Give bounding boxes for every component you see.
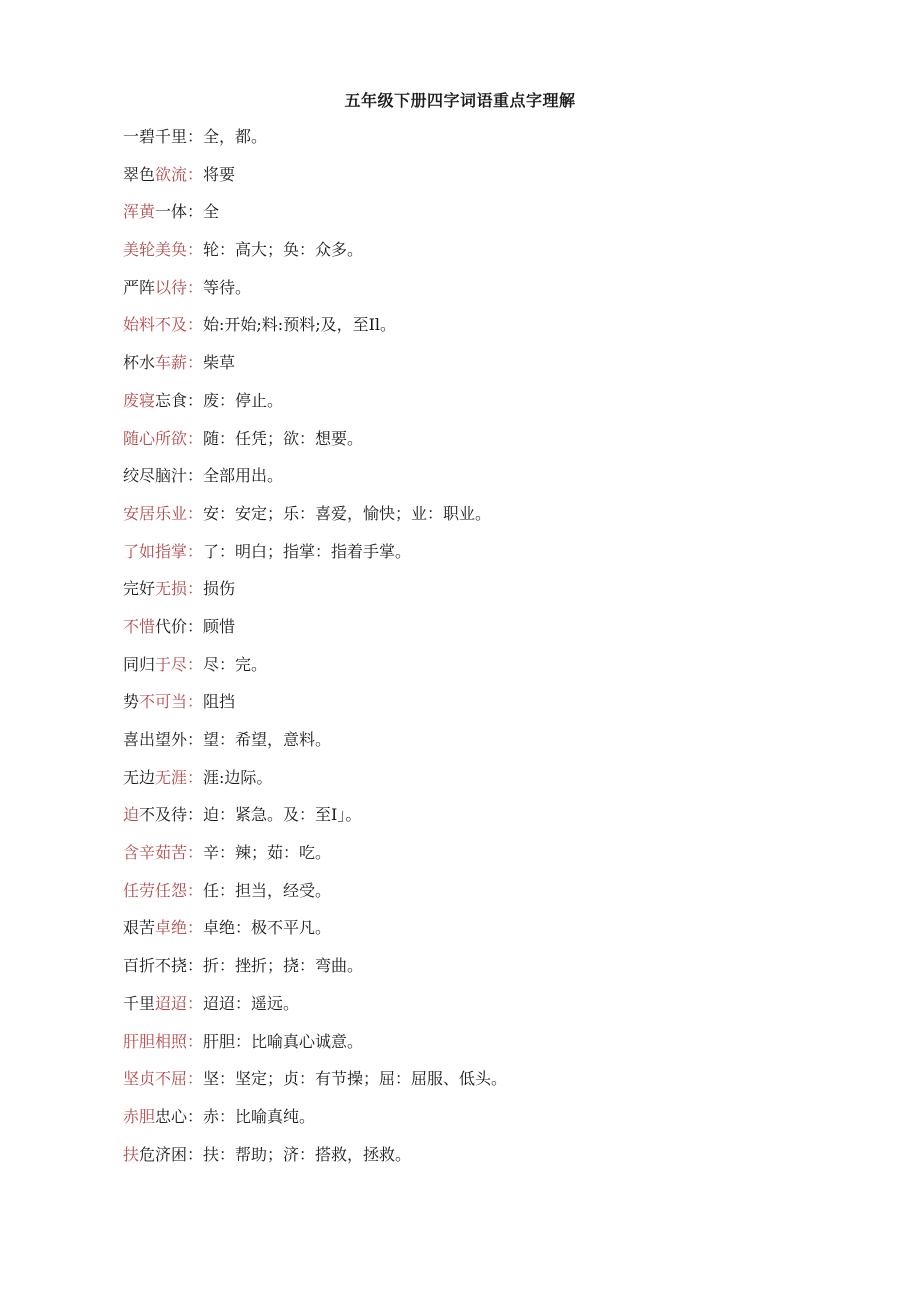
highlighted-text: 坚贞不屈：: [123, 1069, 204, 1089]
highlighted-text: 了如指掌：: [123, 541, 204, 561]
idiom-entry: [123, 1104, 507, 1142]
idiom-entry: [123, 991, 507, 1029]
entry-text: 势: [123, 692, 140, 712]
idiom-entry: [123, 463, 507, 501]
entry-text: 同归: [123, 654, 156, 674]
entry-text: 等待。: [203, 277, 252, 297]
idiom-entry: [123, 237, 507, 275]
entry-text: 将要: [203, 164, 236, 184]
highlighted-text: 美轮美奂：: [123, 240, 204, 260]
entry-text: 柴草: [203, 353, 236, 373]
entry-text: 了：明白；指掌：指着手掌。: [203, 541, 412, 561]
highlighted-text: 欲流：: [155, 164, 204, 184]
idiom-entry: [123, 350, 507, 388]
highlighted-text: 迫: [123, 805, 140, 825]
entry-text: 喜出望外：望：希望，意料。: [123, 730, 332, 749]
entry-text: 一体：全: [155, 202, 220, 222]
entry-text: 代价：顾惜: [155, 616, 236, 636]
highlighted-text: 卓绝：: [155, 918, 204, 938]
entry-text: 始:开始;料:预料;及，至Il。: [203, 315, 397, 335]
idiom-entry: [123, 915, 507, 953]
entry-text: 无边: [123, 767, 156, 787]
entry-text: 辛：辣；茹：吃。: [203, 843, 332, 863]
idiom-entry: [123, 652, 507, 690]
highlighted-text: 无损：: [155, 579, 204, 599]
idiom-entry: [123, 124, 507, 162]
entry-text: 忠心：赤：比喻真纯。: [155, 1106, 316, 1126]
idiom-entry: [123, 539, 507, 577]
highlighted-text: 赤胆: [123, 1106, 156, 1126]
idiom-entry: [123, 614, 507, 652]
entry-text: 绞尽脑汁：全部用出。: [123, 466, 284, 486]
idiom-entry: [123, 765, 507, 803]
highlighted-text: 任劳任怨：: [123, 880, 204, 900]
entry-text: 危济困：扶：帮助；济：搭救，拯救。: [139, 1144, 412, 1164]
entry-text: 艰苦: [123, 918, 156, 938]
idiom-entry: [123, 426, 507, 464]
highlighted-text: 扶: [123, 1144, 140, 1164]
entry-text: 翠色: [123, 164, 156, 184]
entry-text: 严阵: [123, 277, 156, 297]
highlighted-text: 始料不及：: [123, 315, 204, 335]
entry-text: 百折不挠：折：挫折；挠：弯曲。: [123, 956, 364, 976]
highlighted-text: 含辛茹苦：: [123, 843, 204, 863]
idiom-entry: [123, 275, 507, 313]
idiom-entry: [123, 199, 507, 237]
entry-text: 迢迢：遥远。: [203, 993, 300, 1013]
entry-text: 损伤: [203, 579, 236, 599]
idiom-entry: [123, 312, 507, 350]
highlighted-text: 浑黄: [123, 202, 156, 222]
idiom-entry: [123, 727, 507, 765]
idiom-entry: [123, 878, 507, 916]
idiom-entry: [123, 1066, 507, 1104]
highlighted-text: 无涯：: [155, 767, 204, 787]
highlighted-text: 不可当：: [139, 692, 204, 712]
highlighted-text: 随心所欲：: [123, 428, 204, 448]
idiom-entry: [123, 1142, 507, 1180]
entry-text: 不及待：迫：紧急。及：至I」。: [139, 805, 362, 825]
idiom-entry: [123, 162, 507, 200]
idiom-entry: [123, 576, 507, 614]
idiom-entry: [123, 802, 507, 840]
idiom-entry: [123, 840, 507, 878]
highlighted-text: 于尽：: [155, 654, 204, 674]
entry-text: 尽：完。: [203, 654, 268, 674]
idiom-entry: [123, 1029, 507, 1067]
entry-text: 杯水: [123, 353, 156, 373]
idiom-entry: [123, 689, 507, 727]
highlighted-text: 迢迢：: [155, 993, 204, 1013]
highlighted-text: 安居乐业：: [123, 503, 204, 523]
idiom-list: [123, 124, 507, 1179]
page-title: 五年级下册四字词语重点字理解: [344, 91, 576, 110]
entry-text: 卓绝：极不平凡。: [203, 918, 332, 938]
entry-text: 随：任凭；欲：想要。: [203, 428, 364, 448]
highlighted-text: 不惜: [123, 616, 156, 636]
entry-text: 一碧千里：全，都。: [123, 127, 268, 146]
entry-text: 肝胆：比喻真心诚意。: [203, 1031, 364, 1051]
entry-text: 安：安定；乐：喜爱，愉快；业：职业。: [203, 503, 492, 523]
idiom-entry: [123, 501, 507, 539]
entry-text: 任：担当，经受。: [203, 880, 332, 900]
idiom-entry: [123, 953, 507, 991]
entry-text: 轮：高大；奂：众多。: [203, 240, 364, 260]
highlighted-text: 废寝: [123, 390, 156, 410]
highlighted-text: 肝胆相照：: [123, 1031, 204, 1051]
highlighted-text: 车薪：: [155, 353, 204, 373]
entry-text: 完好: [123, 579, 156, 599]
entry-text: 阻挡: [203, 692, 236, 712]
entry-text: 忘食：废：停止。: [155, 390, 284, 410]
entry-text: 坚：坚定；贞：有节操；屈：屈服、低头。: [203, 1069, 508, 1089]
entry-text: 涯:边际。: [203, 767, 273, 787]
entry-text: 千里: [123, 993, 156, 1013]
highlighted-text: 以待：: [155, 277, 204, 297]
idiom-entry: [123, 388, 507, 426]
